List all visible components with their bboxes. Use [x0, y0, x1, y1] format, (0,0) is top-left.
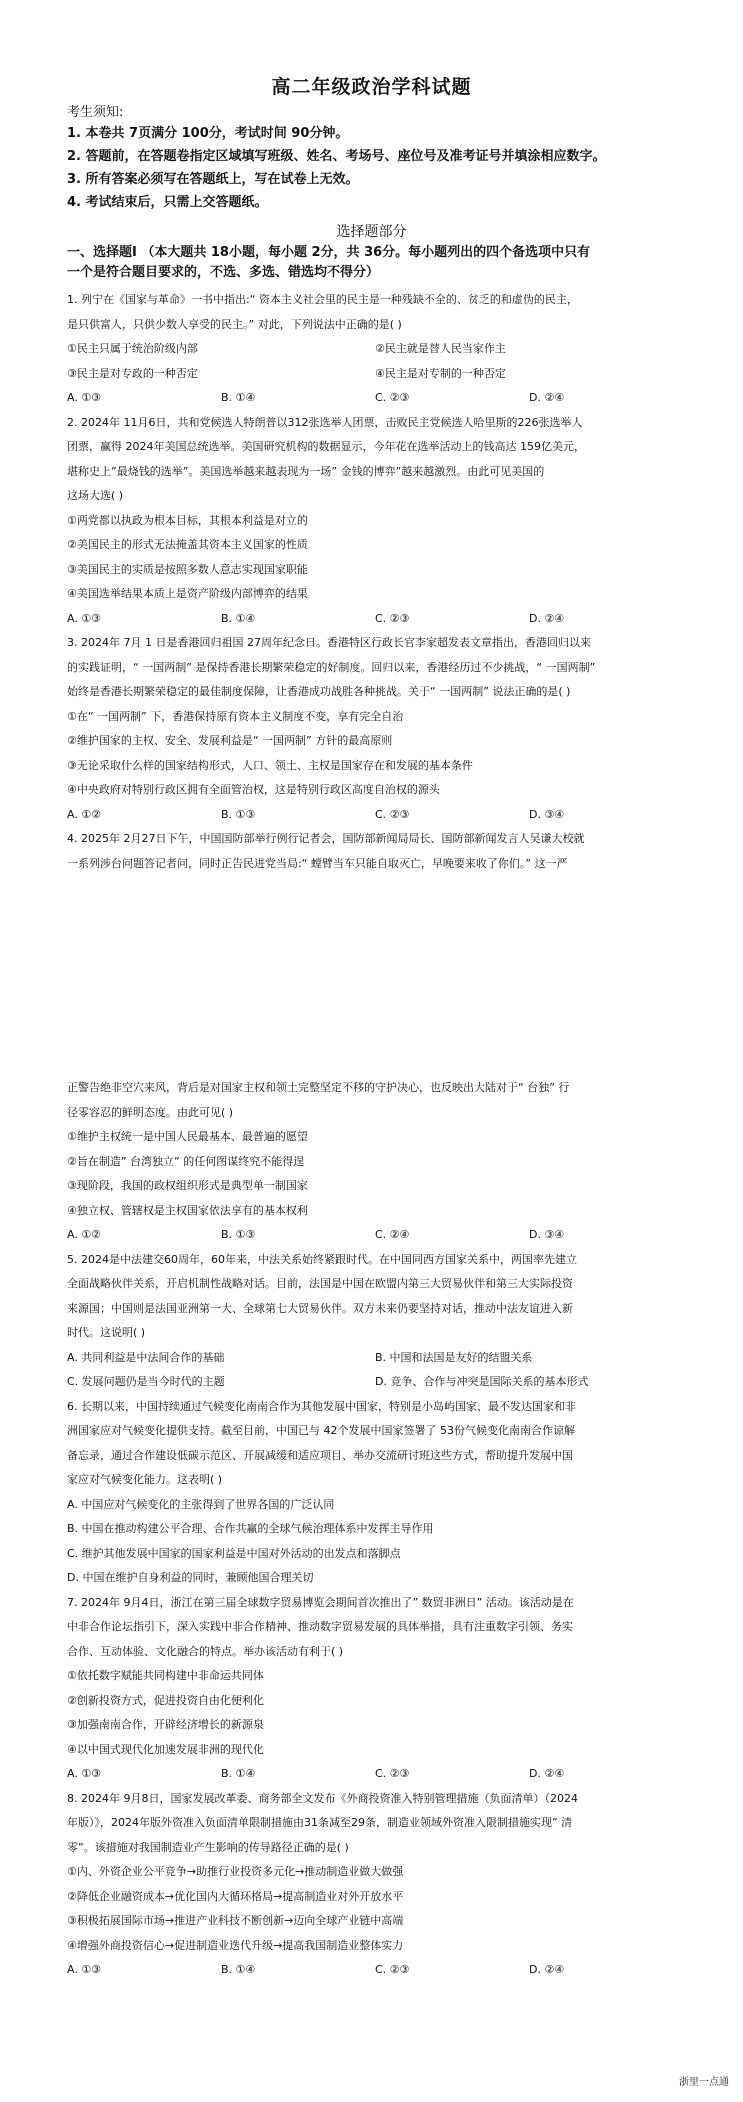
q4-stem-line: 一系列涉台问题答记者问，同时正告民进党当局:“ 螳臂当车只能自取灭亡，早晚要来收了你们。” 这一严 [67, 856, 568, 870]
q5-option-a: A. 共同利益是中法间合作的基础 [67, 1350, 225, 1364]
q6-option-a: A. 中国应对气候变化的主张得到了世界各国的广泛认同 [67, 1497, 335, 1511]
q2-stem-line: 团票，赢得 2024年美国总统选举。美国研究机构的数据显示，今年花在选举活动上的钱高达 159亿美元， [67, 440, 585, 453]
footer-watermark: 浙里一点通 [679, 2077, 729, 2088]
q4-statement-2: ②旨在制造” 台湾独立” 的任何图谋终究不能得逞 [67, 1154, 305, 1168]
q4-statement-3: ③现阶段，我国的政权组织形式是典型单一制国家 [67, 1179, 308, 1192]
q3-option-c: C. ②③ [375, 807, 410, 821]
q7-options [67, 1762, 683, 1787]
q1-option-b: B. ①④ [221, 391, 256, 404]
q2-statement-4: ④美国选举结果本质上是资产阶级内部博弈的结果 [67, 587, 308, 600]
notice-item-3: 3. 所有答案必须写在答题纸上，写在试卷上无效。 [67, 172, 359, 187]
q2-options [67, 607, 683, 632]
q1-option-a: A. ①③ [67, 391, 102, 404]
q7-option-b: B. ①④ [221, 1767, 256, 1780]
q2-option-a: A. ①③ [67, 611, 102, 625]
q7-stem-line: 合作、互动体验、文化融合的特点。举办该活动有利于( ) [67, 1644, 344, 1658]
q1-option-d: D. ②④ [529, 391, 565, 404]
q1-statement-4: ④民主是对专制的一种否定 [375, 366, 506, 380]
q2-option-b: B. ①④ [221, 611, 256, 625]
q7-option-d: D. ②④ [529, 1767, 565, 1780]
q1-statement-3: ③民主是对专政的一种否定 [67, 366, 198, 380]
q2-option-d: D. ②④ [529, 611, 565, 625]
q7-stem-line: 7. 2024年 9月4日，浙江在第三届全球数字贸易博览会期间首次推出了” 数贸非洲日” 活动。该活动是在 [67, 1595, 574, 1609]
q1-stem-line: 1. 列宁在《国家与革命》一书中指出:“ 资本主义社会里的民主是一种残缺不全的、贫乏的和虚伪的民主， [67, 293, 578, 306]
q4-statement-4: ④独立权、管辖权是主权国家依法享有的基本权利 [67, 1203, 308, 1217]
section1-header-line-2: 一个是符合题目要求的，不选、多选、错选均不得分） [67, 265, 380, 280]
q5-option-c: C. 发展问题仍是当今时代的主题 [67, 1375, 225, 1388]
q6-stem-line: 洲国家应对气候变化提供支持。截至目前，中国已与 42个发展中国家签署了 53份气候变化南南合作谅解 [67, 1424, 575, 1437]
q2-statement-1: ①两党都以执政为根本目标，其根本利益是对立的 [67, 513, 308, 527]
q8-stem-line: 年版）》，2024年版外资准入负面清单限制措施由31条减至29条，制造业领域外资准入限制措施实现” 清 [67, 1816, 573, 1829]
q7-option-a: A. ①③ [67, 1767, 102, 1780]
q2-stem-line: 2. 2024年 11月6日，共和党候选人特朗普以312张选举人团票，击败民主党候选人哈里斯的226张选举人 [67, 415, 583, 429]
q4-stem-line: 径零容忍的鲜明态度。由此可见( ) [67, 1105, 234, 1119]
q8-option-c: C. ②③ [375, 1963, 410, 1976]
q8-stem-line: 零”。该措施对我国制造业产生影响的传导路径正确的是( ) [67, 1840, 349, 1854]
q1-stem-line: 是只供富人，只供少数人享受的民主。” 对此，下列说法中正确的是( ) [67, 317, 402, 331]
notice-item-2: 2. 答题前，在答题卷指定区域填写班级、姓名、考场号、座位号及准考证号并填涂相应数字。 [67, 149, 606, 164]
notice-label: 考生须知: [67, 105, 124, 120]
notice-item-1: 1. 本卷共 7页满分 100分，考试时间 90分钟。 [67, 126, 349, 141]
q5-option-d: D. 竞争、合作与冲突是国际关系的基本形式 [375, 1375, 589, 1388]
question-3 [67, 631, 683, 827]
q4-options [67, 1223, 683, 1248]
q3-option-b: B. ①③ [221, 807, 256, 821]
question-6 [67, 1395, 683, 1591]
q5-stem-line: 5. 2024是中法建交60周年，60年来，中法关系始终紧跟时代。在中国同西方国家关系中，两国率先建立 [67, 1252, 577, 1266]
question-1 [67, 288, 683, 411]
q6-option-b: B. 中国在推动构建公平合理、合作共赢的全球气候治理体系中发挥主导作用 [67, 1522, 434, 1535]
q6-stem-line: 家应对气候变化能力。这表明( ) [67, 1473, 223, 1486]
q8-statement-1: ①内、外资企业公平竞争→助推行业投资多元化→推动制造业做大做强 [67, 1865, 404, 1878]
q3-statement-4: ④中央政府对特别行政区拥有全面管治权，这是特别行政区高度自治权的源头 [67, 783, 440, 796]
q4-statement-1: ①维护主权统一是中国人民最基本、最普遍的愿望 [67, 1130, 308, 1143]
q8-option-d: D. ②④ [529, 1963, 565, 1976]
q5-stem-line: 时代。这说明( ) [67, 1326, 146, 1339]
q8-stem-line: 8. 2024年 9月8日，国家发展改革委、商务部全文发布《外商投资准入特别管理措施（负面清单）（2024 [67, 1791, 578, 1805]
q3-stem-line: 始终是香港长期繁荣稳定的最佳制度保障，让香港成功战胜各种挑战。关于“ 一国两制” 说法正确的是( ) [67, 685, 571, 698]
question-8 [67, 1787, 683, 1983]
q2-option-c: C. ②③ [375, 611, 410, 625]
q3-option-d: D. ③④ [529, 807, 565, 821]
q8-option-a: A. ①③ [67, 1963, 102, 1976]
notice-item-4: 4. 考试结束后，只需上交答题纸。 [67, 195, 268, 210]
q3-statement-1: ①在“ 一国两制” 下，香港保持原有资本主义制度不变，享有完全自治 [67, 709, 404, 723]
question-4-top [67, 827, 683, 876]
q7-statement-1: ①依托数字赋能共同构建中非命运共同体 [67, 1669, 264, 1682]
q3-stem-line: 3. 2024年 7月 1 日是香港回归祖国 27周年纪念日。香港特区行政长官李家超发表文章指出，香港回归以来 [67, 636, 591, 649]
q4-option-d: D. ③④ [529, 1228, 565, 1241]
q8-statement-4: ④增强外商投资信心→促进制造业迭代升级→提高我国制造业整体实力 [67, 1938, 404, 1952]
q2-statement-3: ③美国民主的实质是按照多数人意志实现国家职能 [67, 562, 308, 576]
q8-statement-3: ③积极拓展国际市场→推进产业科技不断创新→迈向全球产业链中高端 [67, 1914, 404, 1927]
q4-option-a: A. ①② [67, 1228, 102, 1241]
questions-block-1 [67, 288, 683, 876]
q6-stem-line: 备忘录，通过合作建设低碳示范区、开展减缓和适应项目、举办交流研讨班这些方式，帮助提升发展中国 [67, 1448, 573, 1462]
q2-stem-line: 这场大选( ) [67, 489, 124, 502]
q4-option-c: C. ②④ [375, 1228, 410, 1241]
q7-statement-2: ②创新投资方式，促进投资自由化便利化 [67, 1693, 264, 1707]
q1-statements [67, 362, 683, 387]
q3-stem-line: 的实践证明，“ 一国两制” 是保持香港长期繁荣稳定的好制度。回归以来，香港经历过不少挑战，“ 一国两制” [67, 660, 596, 674]
question-2 [67, 411, 683, 632]
q3-options [67, 803, 683, 828]
q8-option-b: B. ①④ [221, 1963, 256, 1976]
q7-statement-4: ④以中国式现代化加速发展非洲的现代化 [67, 1742, 264, 1756]
q3-option-a: A. ①② [67, 807, 102, 821]
q5-stem-line: 全面战略伙伴关系，开启机制性战略对话。目前，法国是中国在欧盟内第三大贸易伙伴和第三大实际投资 [67, 1277, 573, 1290]
q6-option-d: D. 中国在维护自身利益的同时，兼顾他国合理关切 [67, 1571, 314, 1584]
q6-option-c: C. 维护其他发展中国家的国家利益是中国对外活动的出发点和落脚点 [67, 1546, 401, 1560]
question-5 [67, 1248, 683, 1395]
q1-option-c: C. ②③ [375, 391, 410, 404]
q2-statement-2: ②美国民主的形式无法掩盖其资本主义国家的性质 [67, 538, 308, 551]
q5-option-b: B. 中国和法国是友好的结盟关系 [375, 1350, 533, 1364]
q2-stem-line: 堪称史上”最烧钱的选举”。美国选举越来越表现为一场” 金钱的博弈”越来越激烈。由此可见美国的 [67, 464, 545, 478]
question-4-bottom [67, 1076, 683, 1248]
q4-stem-line: 4. 2025年 2月27日下午，中国国防部举行例行记者会，国防部新闻局局长、国防部新闻发言人吴谦大校就 [67, 832, 585, 845]
exam-notice [67, 104, 683, 214]
section-title: 选择题部分 [336, 224, 407, 240]
page-title: 高二年级政治学科试题 [271, 76, 472, 98]
q4-option-b: B. ①③ [221, 1228, 256, 1241]
q1-statement-2: ②民主就是替人民当家作主 [375, 342, 506, 355]
q7-statement-3: ③加强南南合作，开辟经济增长的新源泉 [67, 1718, 264, 1731]
questions-block-2 [67, 1076, 683, 1983]
question-7 [67, 1591, 683, 1787]
q5-options [67, 1370, 683, 1395]
q7-option-c: C. ②③ [375, 1767, 410, 1780]
q4-stem-line: 正警告绝非空穴来风，背后是对国家主权和领土完整坚定不移的守护决心，也反映出大陆对于“ 台独” 行 [67, 1081, 570, 1094]
q1-options [67, 386, 683, 411]
q5-options [67, 1346, 683, 1371]
q7-stem-line: 中非合作论坛指引下，深入实践中非合作精神、推动数字贸易发展的具体举措，具有注重数字引领、务实 [67, 1620, 573, 1633]
q3-statement-3: ③无论采取什么样的国家结构形式，人口、领土、主权是国家存在和发展的基本条件 [67, 758, 473, 772]
q1-statements [67, 337, 683, 362]
q8-statement-2: ②降低企业融资成本→优化国内大循环格局→提高制造业对外开放水平 [67, 1889, 404, 1903]
section1-header [67, 243, 683, 283]
section1-header-line-1: 一、选择题Ⅰ （本大题共 18小题，每小题 2分，共 36分。每小题列出的四个备选项中只有 [67, 245, 591, 260]
q1-statement-1: ①民主只属于统治阶级内部 [67, 342, 198, 355]
q3-statement-2: ②维护国家的主权、安全、发展利益是“ 一国两制” 方针的最高原则 [67, 734, 393, 747]
q5-stem-line: 来源国；中国则是法国亚洲第一大、全球第七大贸易伙伴。双方未来仍要坚持对话，推动中法友谊进入新 [67, 1301, 573, 1315]
q8-options [67, 1958, 683, 1983]
q6-stem-line: 6. 长期以来，中国持续通过气候变化南南合作为其他发展中国家，特别是小岛屿国家、最不发达国家和非 [67, 1399, 576, 1413]
